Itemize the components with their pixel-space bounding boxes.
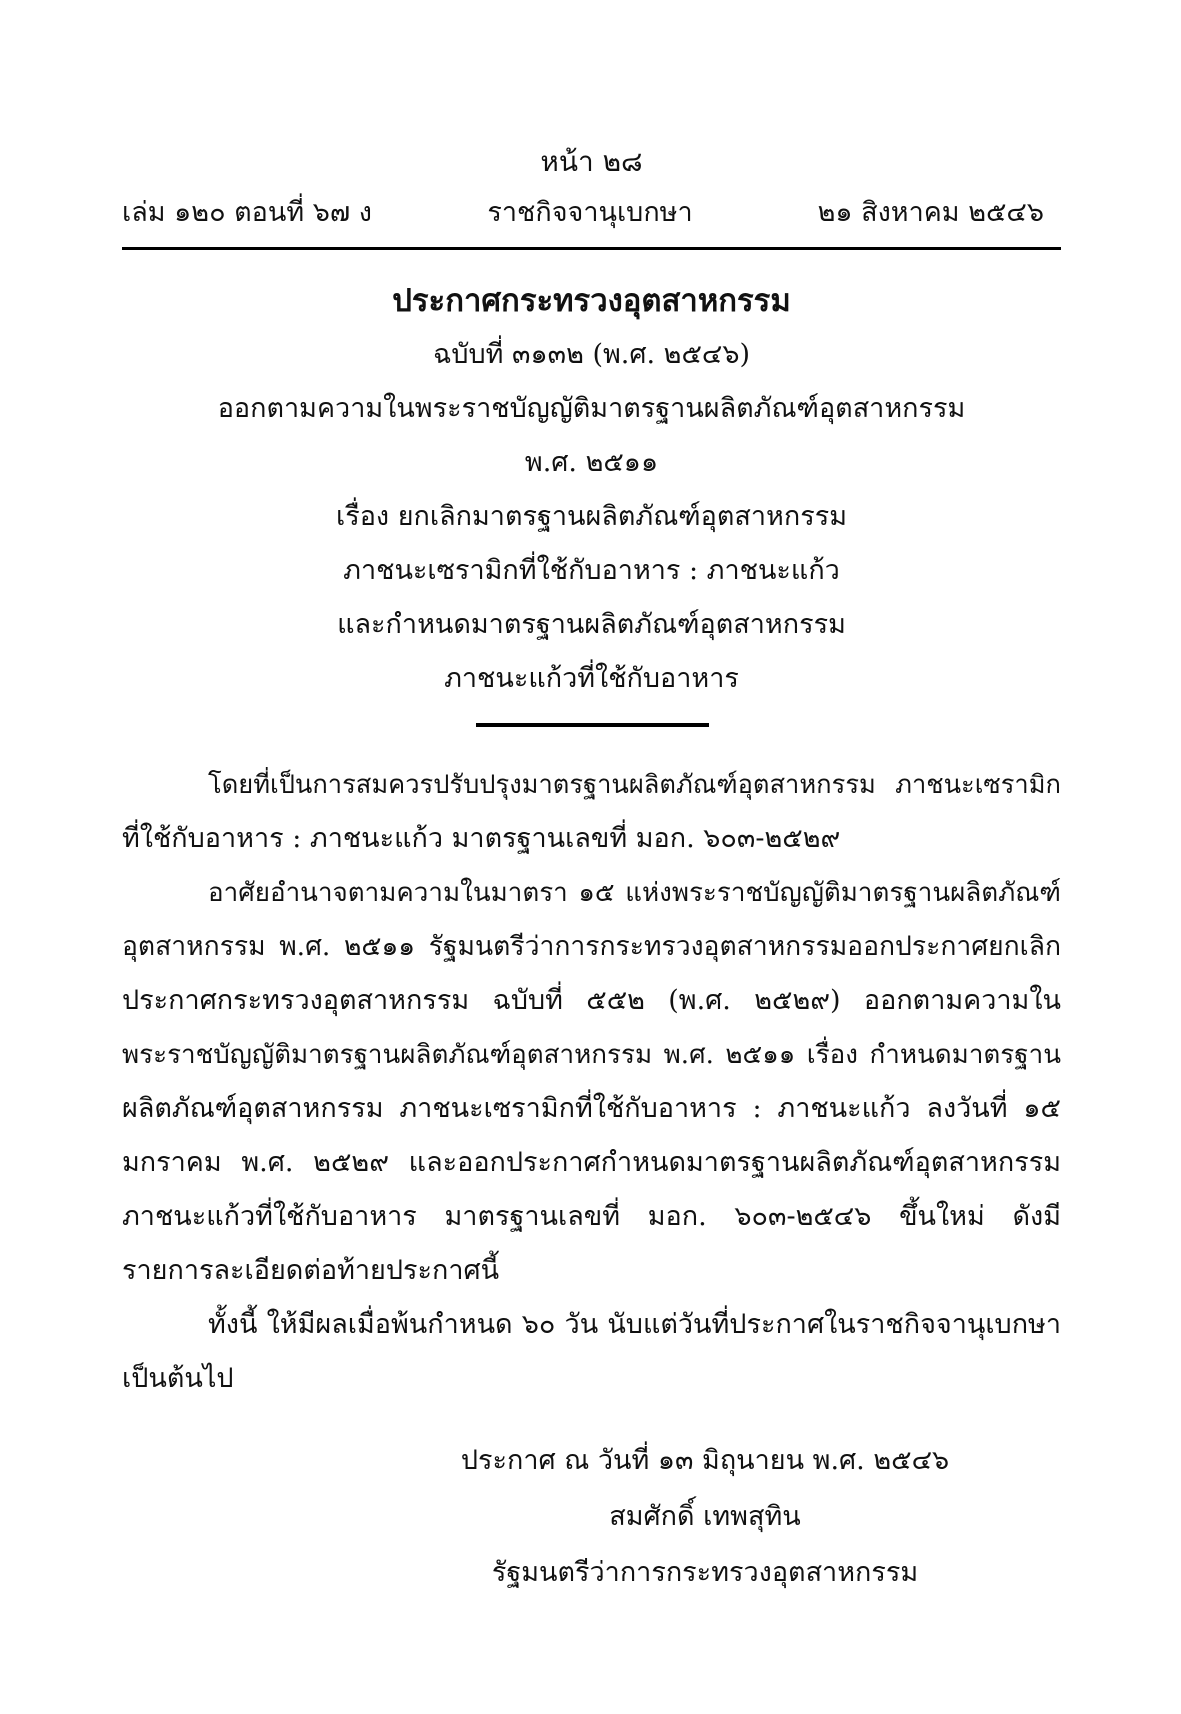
body-line: อุตสาหกรรม พ.ศ. ๒๕๑๑ รัฐมนตรีว่าการกระทรวงอุตสาหกรรมออกประกาศยกเลิก: [122, 931, 1061, 962]
publication-name: ราชกิจจานุเบกษา: [487, 197, 693, 228]
body-paragraph-effective-date: [122, 1298, 1061, 1406]
body-line: รายการละเอียดต่อท้ายประกาศนี้: [122, 1255, 500, 1286]
subject-line: ภาชนะเซรามิกที่ใช้กับอาหาร : ภาชนะแก้ว: [343, 555, 840, 586]
body-line: อาศัยอำนาจตามความในมาตรา ๑๕ แห่งพระราชบัญญัติมาตรฐานผลิตภัณฑ์: [208, 878, 1061, 908]
signer-name: สมศักดิ์ เทพสุทิน: [609, 1501, 801, 1532]
body-line: มกราคม พ.ศ. ๒๕๒๙ และออกประกาศกำหนดมาตรฐานผลิตภัณฑ์อุตสาหกรรม: [122, 1147, 1061, 1178]
enabling-act-year: พ.ศ. ๒๕๑๑: [524, 447, 659, 478]
body-line: เป็นต้นไป: [122, 1363, 234, 1394]
announcement-title: ประกาศกระทรวงอุตสาหกรรม: [392, 283, 791, 319]
body-line: ประกาศกระทรวงอุตสาหกรรม ฉบับที่ ๕๕๒ (พ.ศ. ๒๕๒๙) ออกตามความใน: [122, 985, 1061, 1016]
signing-date: ประกาศ ณ วันที่ ๑๓ มิถุนายน พ.ศ. ๒๕๔๖: [460, 1445, 950, 1476]
body-line: ที่ใช้กับอาหาร : ภาชนะแก้ว มาตรฐานเลขที่ มอก. ๖๐๓-๒๕๒๙: [122, 823, 841, 854]
announcement-body: [122, 758, 1061, 1406]
body-line: ภาชนะแก้วที่ใช้กับอาหาร มาตรฐานเลขที่ มอก. ๖๐๓-๒๕๔๖ ขึ้นใหม่ ดังมี: [122, 1201, 1061, 1232]
title-divider: [476, 723, 709, 727]
enabling-act: ออกตามความในพระราชบัญญัติมาตรฐานผลิตภัณฑ์อุตสาหกรรม: [217, 393, 966, 424]
page-number: หน้า ๒๘: [540, 145, 643, 178]
announcement-number: ฉบับที่ ๓๑๓๒ (พ.ศ. ๒๕๔๖): [432, 339, 751, 370]
body-line: พระราชบัญญัติมาตรฐานผลิตภัณฑ์อุตสาหกรรม พ.ศ. ๒๕๑๑ เรื่อง กำหนดมาตรฐาน: [122, 1040, 1061, 1070]
publication-date: ๒๑ สิงหาคม ๒๕๔๖: [817, 197, 1044, 228]
subject-line: และกำหนดมาตรฐานผลิตภัณฑ์อุตสาหกรรม: [337, 609, 846, 640]
subject-line: เรื่อง ยกเลิกมาตรฐานผลิตภัณฑ์อุตสาหกรรม: [335, 501, 847, 532]
signer-position: รัฐมนตรีว่าการกระทรวงอุตสาหกรรม: [491, 1557, 919, 1588]
signature-block: [405, 1433, 1005, 1601]
gazette-header: [0, 186, 1181, 240]
header-rule: [122, 247, 1061, 250]
volume-issue: เล่ม ๑๒๐ ตอนที่ ๖๗ ง: [122, 197, 372, 228]
body-line: ทั้งนี้ ให้มีผลเมื่อพ้นกำหนด ๖๐ วัน นับแต่วันที่ประกาศในราชกิจจานุเบกษา: [208, 1309, 1061, 1340]
subject-line: ภาชนะแก้วที่ใช้กับอาหาร: [444, 663, 739, 694]
body-line: โดยที่เป็นการสมควรปรับปรุงมาตรฐานผลิตภัณฑ์อุตสาหกรรม ภาชนะเซรามิก: [208, 770, 1061, 800]
body-line: ผลิตภัณฑ์อุตสาหกรรม ภาชนะเซรามิกที่ใช้กับอาหาร : ภาชนะแก้ว ลงวันที่ ๑๕: [122, 1093, 1061, 1124]
announcement-heading: [122, 274, 1061, 706]
body-paragraph-preamble: [122, 758, 1061, 866]
body-paragraph-authority: [122, 866, 1061, 1298]
